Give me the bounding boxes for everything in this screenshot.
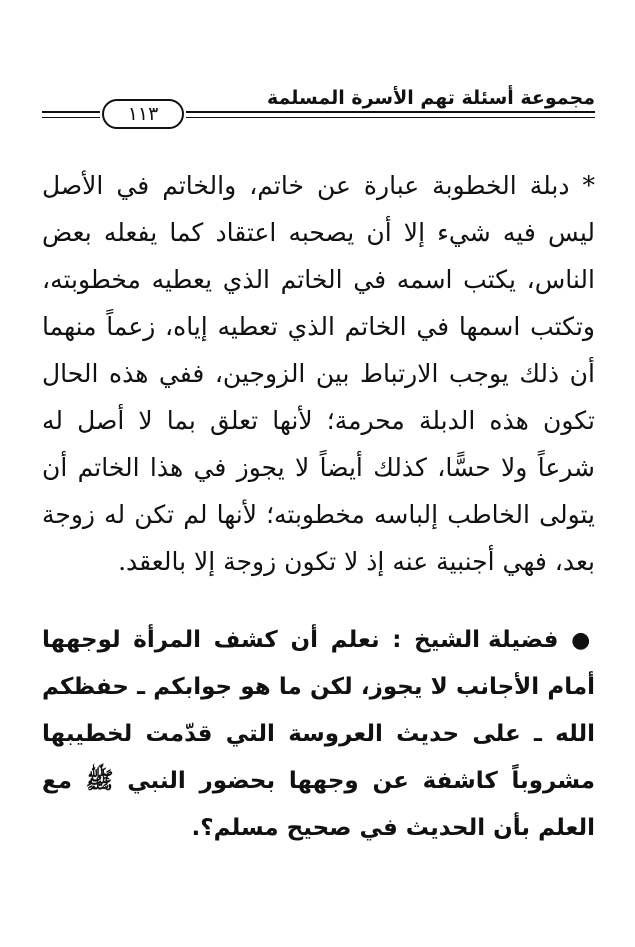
header-rule-left-top	[42, 111, 100, 113]
answer-text: دبلة الخطوبة عبارة عن خاتم، والخاتم في الأصل ليس فيه شيء إلا أن يصحبه اعتقاد كما يفعله بعض الناس، يكتب اسمه في الخاتم الذي يعطيه مخطوبته، وتكتب اسمها في الخاتم الذي تعطيه إياه، زعماً منهما أن ذلك يوجب الارتباط بين الزوجين، ففي هذه الحال تكون هذه الدبلة محرمة؛ لأنها تعلق بما لا أصل له شرعاً ولا حسًّا، كذلك أيضاً لا يجوز في هذا الخاتم أن يتولى الخاطب إلباسه مخطوبته؛ لأنها لم تكن له زوجة بعد، فهي أجنبية عنه إذ لا تكون زوجة إلا بالعقد.	[42, 171, 595, 576]
page-number: ١١٣	[102, 99, 184, 129]
page-content	[42, 162, 595, 852]
page-header	[40, 86, 595, 146]
question-text: فضيلة الشيخ : نعلم أن كشف المرأة لوجهها أمام الأجانب لا يجوز، لكن ما هو جوابكم ـ حفظكم الله ـ على حديث العروسة التي قدّمت لخطيبها مشروباً كاشفة عن وجهها بحضور النبي ﷺ مع العلم بأن الحديث في صحيح مسلم؟.	[42, 627, 595, 841]
book-title: مجموعة أسئلة تهم الأسرة المسلمة	[267, 87, 595, 109]
asterisk-marker: *	[582, 171, 595, 200]
header-rule-right-top	[186, 111, 595, 113]
header-rule-right-bottom	[186, 117, 595, 118]
bullet-icon: ●	[571, 628, 595, 653]
question-paragraph	[42, 617, 595, 852]
header-rule-left-bottom	[42, 117, 100, 118]
answer-paragraph	[42, 162, 595, 585]
